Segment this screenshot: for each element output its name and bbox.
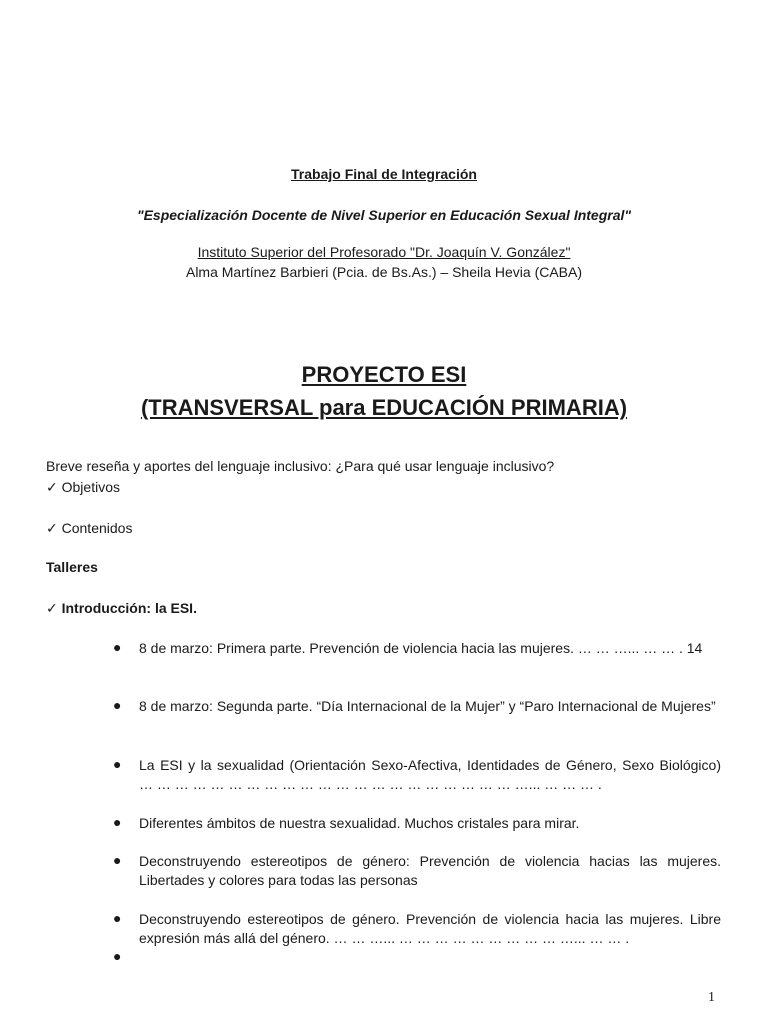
bullet-icon: ● [113, 697, 122, 713]
document-title: Trabajo Final de Integración [291, 166, 477, 182]
talleres-heading: Talleres [46, 559, 98, 575]
introduccion-heading: ✓ Introducción: la ESI. [46, 600, 197, 616]
objetivos-item: ✓ Objetivos [46, 479, 120, 495]
specialization-title: "Especialización Docente de Nivel Superior en Educación Sexual Integral" [136, 207, 632, 223]
list-item: 8 de marzo: Primera parte. Prevención de violencia hacia las mujeres. … … …... … … . 14 [139, 640, 703, 656]
project-subtitle: (TRANSVERSAL para EDUCACIÓN PRIMARIA) [140, 395, 628, 420]
contenidos-item: ✓ Contenidos [46, 520, 133, 536]
bullet-icon: ● [113, 852, 122, 868]
authors-line: Alma Martínez Barbieri (Pcia. de Bs.As.) – Sheila Hevia (CABA) [185, 264, 583, 280]
bullet-icon: ● [113, 948, 122, 964]
institute-name: Instituto Superior del Profesorado "Dr. Joaquín V. González" [197, 244, 571, 260]
page-number: 1 [708, 990, 715, 1005]
list-item: Deconstruyendo estereotipos de género: Prevención de violencia hacias las mujeres. Libertades y colores para todas las personas [139, 853, 721, 888]
list-item: 8 de marzo: Segunda parte. “Día Internacional de la Mujer” y “Paro Internacional de Mujeres” [139, 698, 716, 714]
bullet-icon: ● [113, 910, 122, 926]
bullet-icon: ● [113, 756, 122, 772]
list-item: Diferentes ámbitos de nuestra sexualidad. Muchos cristales para mirar. [139, 815, 580, 831]
bullet-icon: ● [113, 639, 122, 655]
list-item: La ESI y la sexualidad (Orientación Sexo-Afectiva, Identidades de Género, Sexo Biológico) … … … … … … … … … … … … … … … … … … … … … …... … … … . [139, 757, 721, 792]
bullet-icon: ● [113, 814, 122, 830]
project-title: PROYECTO ESI [301, 362, 467, 387]
list-item: Deconstruyendo estereotipos de género. Prevención de violencia hacia las mujeres. Libre expresión más allá del género. … … …... … … … … … … … … … …... … … . [139, 911, 721, 946]
resena-line: Breve reseña y aportes del lenguaje inclusivo: ¿Para qué usar lenguaje inclusivo? [46, 458, 555, 474]
